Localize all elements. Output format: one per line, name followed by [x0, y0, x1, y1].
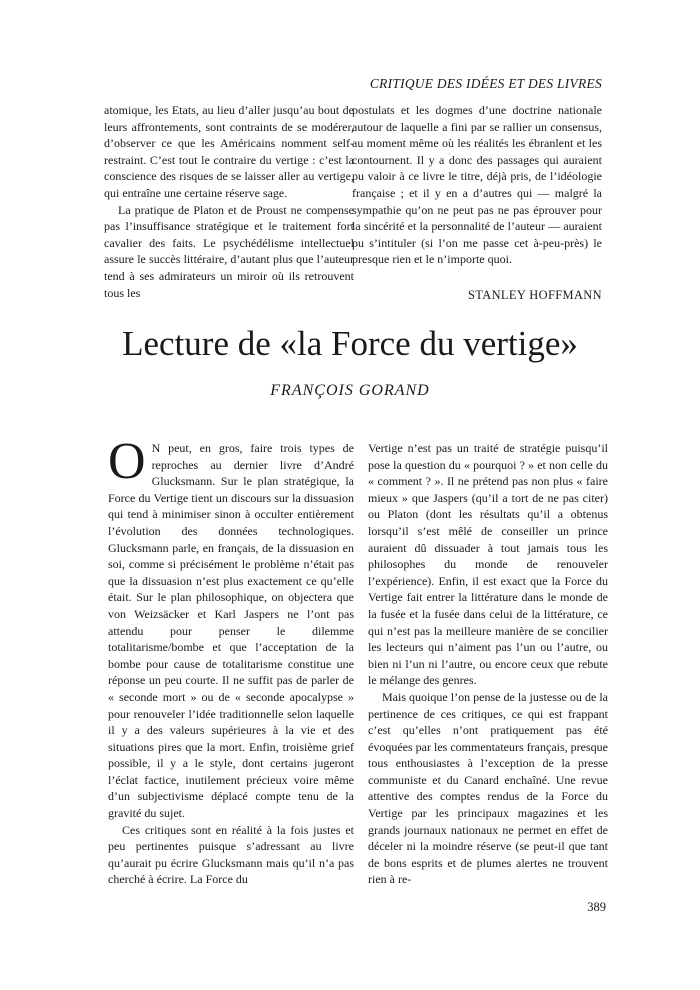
drop-cap: O: [108, 433, 146, 490]
bottom-left-column: [108, 433, 354, 888]
top-right-column: [352, 102, 602, 268]
top-left-paragraph-2: La pratique de Platon et de Proust ne compense pas l’insuffisance stratégique et le traitement fort cavalier des faits. Le psychédélisme intellectuel assure le succès littéraire, d’autant plus que l’auteur tend à ses admirateurs un miroir où ils retrouvent tous les: [104, 202, 354, 300]
running-head: CRITIQUE DES IDÉES ET DES LIVRES: [369, 76, 602, 91]
top-right-paragraph: postulats et les dogmes d’une doctrine nationale autour de laquelle a fini par se rallier un consensus, au moment même où les réalités les ébranlent et les contournent. Il y a donc des passages qui auraient pu valoir à ce livre le titre, déjà pris, de l’idéologie française ; et il y en a d’autres qui — malgré la sympathie qu’on ne peut pas ne pas éprouver pour la sincérité et la personnalité de l’auteur — auraient pu s’intituler (si l’on me passe cet à-peu-près) le presque rien et le n’importe quoi.: [352, 103, 602, 267]
article-author: FRANÇOIS GORAND: [270, 382, 430, 399]
bottom-right-column: [368, 440, 608, 888]
article-title: Lecture de «la Force du vertige»: [122, 324, 578, 363]
page-number: 389: [587, 900, 606, 914]
review-signature: STANLEY HOFFMANN: [467, 288, 602, 302]
bottom-left-paragraph-1: [108, 433, 354, 822]
bottom-right-paragraph-1: Vertige n’est pas un traité de stratégie puisqu’il pose la question du « pourquoi ? » et non celle du « comment ? ». Il ne prétend pas non plus « faire mieux » que Jaspers (qu’il a tort de ne pas citer) ou Platon (dont les résultats qu’il a obtenus lorsqu’il s’est mêlé de conseiller un prince auraient dû dissuader à tout jamais tous les philosophes du monde de renouveler l’expérience). Enfin, il est exact que la Force du Vertige fait entrer la littérature dans le monde de la fusée et la fusée dans celui de la littérature, ce qui n’est pas la meilleure manière de se concilier les lecteurs qui n’aiment pas l’un ou l’autre, ou bien ni l’un ni l’autre, ou encore ceux que rebute le mélange des genres.: [368, 441, 608, 688]
top-left-column: [104, 102, 354, 301]
bottom-left-paragraph-2: Ces critiques sont en réalité à la fois justes et peu pertinentes puisque s’adressant au livre qu’aurait pu écrire Glucksmann mais qu’il n’a pas cherché à écrire. La Force du: [108, 822, 354, 887]
bottom-left-paragraph-1-text: N peut, en gros, faire trois types de reproches au dernier livre d’André Glucksmann. Sur le plan stratégique, la Force du Vertige tient un discours sur la dissuasion qui tend à minimiser sinon à occulter entièrement l’évolution des données technologiques. Glucksmann parle, en français, de la dissuasion en soi, comme si précisément le problème n’était pas que la dissuasion n’est plus exactement ce qu’elle était. Sur le plan philosophique, on objectera que von Weizsäcker et Karl Jaspers ne l’ont pas attendu pour penser le dilemme totalitarisme/bombe et que l’acceptation de la bombe pour cause de totalitarisme constitue une réponse un peu courte. Il ne suffit pas de parler de « seconde mort » ou de « seconde apocalypse » pour renouveler l’idée traditionnelle selon laquelle il y a des valeurs supérieures à la vie et des situations pires que la mort. Enfin, troisième grief possible, il y a le style, dont certains jugeront l’éclat factice, inutilement précieux voire même d’un subjectivisme déplacé compte tenu de la gravité du sujet.: [108, 441, 354, 821]
bottom-right-paragraph-2: Mais quoique l’on pense de la justesse ou de la pertinence de ces critiques, ce qui est frappant c’est qu’elles n’ont pratiquement pas été évoquées par les commentateurs français, presque tous enthousiastes à l’exception de la presse communiste et du Canard enchaîné. Une revue attentive des comptes rendus de la Force du Vertige par les principaux magazines et les grands journaux nationaux ne permet en effet de déceler ni la moindre réserve (se peut-il que tant de bons esprits et de plumes alertes ne trouvent rien à re-: [368, 689, 608, 887]
top-left-paragraph-1: atomique, les Etats, au lieu d’aller jusqu’au bout de leurs affrontements, sont contraints de se modérer, d’observer ce que les Américains nomment self-restraint. C’est tout le contraire du vertige : c’est la conscience des risques de se laisser aller au vertige, qui entraîne une certaine réserve sage.: [104, 103, 354, 200]
